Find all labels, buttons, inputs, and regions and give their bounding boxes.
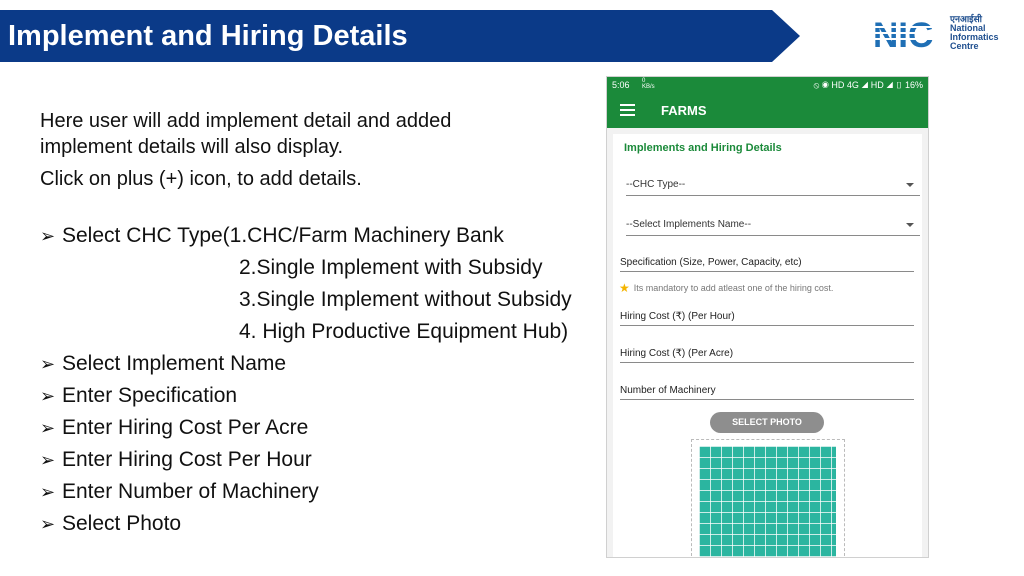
arrow-bullet-icon: ➢ — [40, 418, 56, 438]
dropdown-caret-icon — [906, 223, 914, 227]
step-label: Enter Specification — [62, 384, 238, 407]
description — [40, 108, 600, 192]
step-label: Enter Number of Machinery — [62, 480, 319, 503]
arrow-bullet-icon: ➢ — [40, 386, 56, 406]
photo-placeholder-grid[interactable] — [699, 446, 836, 558]
step-cost-hour — [40, 446, 312, 474]
description-line-3: Click on plus (+) icon, to add details. — [40, 168, 362, 190]
select-photo-button[interactable]: SELECT PHOTO — [710, 412, 824, 433]
step-machinery — [40, 478, 319, 506]
arrow-bullet-icon: ➢ — [40, 226, 56, 246]
app-title: FARMS — [661, 103, 707, 118]
step-implement-name — [40, 350, 286, 378]
step-cost-acre — [40, 414, 308, 442]
hiring-cost-hour-input[interactable] — [620, 309, 914, 326]
logo-line-hindi: एनआईसी — [950, 14, 983, 24]
menu-icon[interactable] — [620, 104, 635, 116]
step-label: Select Implement Name — [62, 352, 287, 375]
step-label: Select Photo — [62, 512, 182, 535]
chc-option-2: 2.Single Implement with Subsidy — [239, 256, 543, 279]
step-label: Enter Hiring Cost Per Hour — [62, 448, 312, 471]
app-bar — [607, 94, 928, 128]
form-card — [613, 134, 922, 557]
photo-preview-frame — [691, 439, 845, 558]
arrow-bullet-icon: ➢ — [40, 354, 56, 374]
nic-logo — [873, 15, 1003, 55]
machinery-count-label: Number of Machinery — [620, 385, 716, 396]
logo-line-centre: Centre — [950, 41, 979, 51]
logo-line-informatics: Informatics — [950, 32, 999, 42]
status-icons: ⦸ ◉ HD 4G ◢ HD ◢ ▯ 16% — [813, 80, 923, 90]
step-specification — [40, 382, 237, 410]
hiring-cost-hour-label: Hiring Cost (₹) (Per Hour) — [620, 311, 735, 322]
implement-name-dropdown[interactable] — [626, 216, 920, 236]
chc-type-dropdown[interactable] — [626, 176, 920, 196]
mandatory-note — [619, 281, 833, 295]
description-line-1: Here user will add implement detail and added — [40, 110, 452, 132]
network-speed-unit: KB/s — [642, 84, 655, 90]
step-chc-type — [40, 222, 504, 250]
nic-logo-text — [950, 15, 999, 51]
chc-option-4: 4. High Productive Equipment Hub) — [239, 320, 569, 343]
phone-screenshot — [606, 76, 929, 558]
logo-line-national: National — [950, 23, 986, 33]
nic-logo-mark — [873, 17, 945, 51]
hiring-cost-acre-input[interactable] — [620, 346, 914, 363]
implement-name-value: --Select Implements Name-- — [626, 219, 752, 230]
step-label: Select CHC Type(1.CHC/Farm Machinery Bank — [62, 224, 504, 247]
machinery-count-input[interactable] — [620, 383, 914, 400]
hiring-cost-acre-label: Hiring Cost (₹) (Per Acre) — [620, 348, 734, 359]
mandatory-note-text: Its mandatory to add atleast one of the hiring cost. — [633, 283, 834, 293]
specification-label: Specification (Size, Power, Capacity, etc) — [620, 257, 802, 268]
dropdown-caret-icon — [906, 183, 914, 187]
step-label: Enter Hiring Cost Per Acre — [62, 416, 309, 439]
chc-type-value: --CHC Type-- — [626, 179, 686, 190]
slide-header-banner — [0, 10, 800, 62]
arrow-bullet-icon: ➢ — [40, 514, 56, 534]
form-area — [607, 128, 928, 557]
star-icon: ★ — [619, 281, 630, 295]
arrow-bullet-icon: ➢ — [40, 482, 56, 502]
status-bar — [607, 77, 928, 94]
network-speed-value: 0 — [642, 78, 646, 84]
status-time: 5:06 — [612, 80, 630, 90]
slide-title: Implement and Hiring Details — [8, 20, 408, 52]
chc-option-3: 3.Single Implement without Subsidy — [239, 288, 572, 311]
description-line-2: implement details will also display. — [40, 136, 344, 158]
specification-input[interactable] — [620, 255, 914, 272]
step-photo — [40, 510, 181, 538]
arrow-bullet-icon: ➢ — [40, 450, 56, 470]
form-title: Implements and Hiring Details — [624, 142, 782, 154]
network-speed — [642, 78, 655, 90]
